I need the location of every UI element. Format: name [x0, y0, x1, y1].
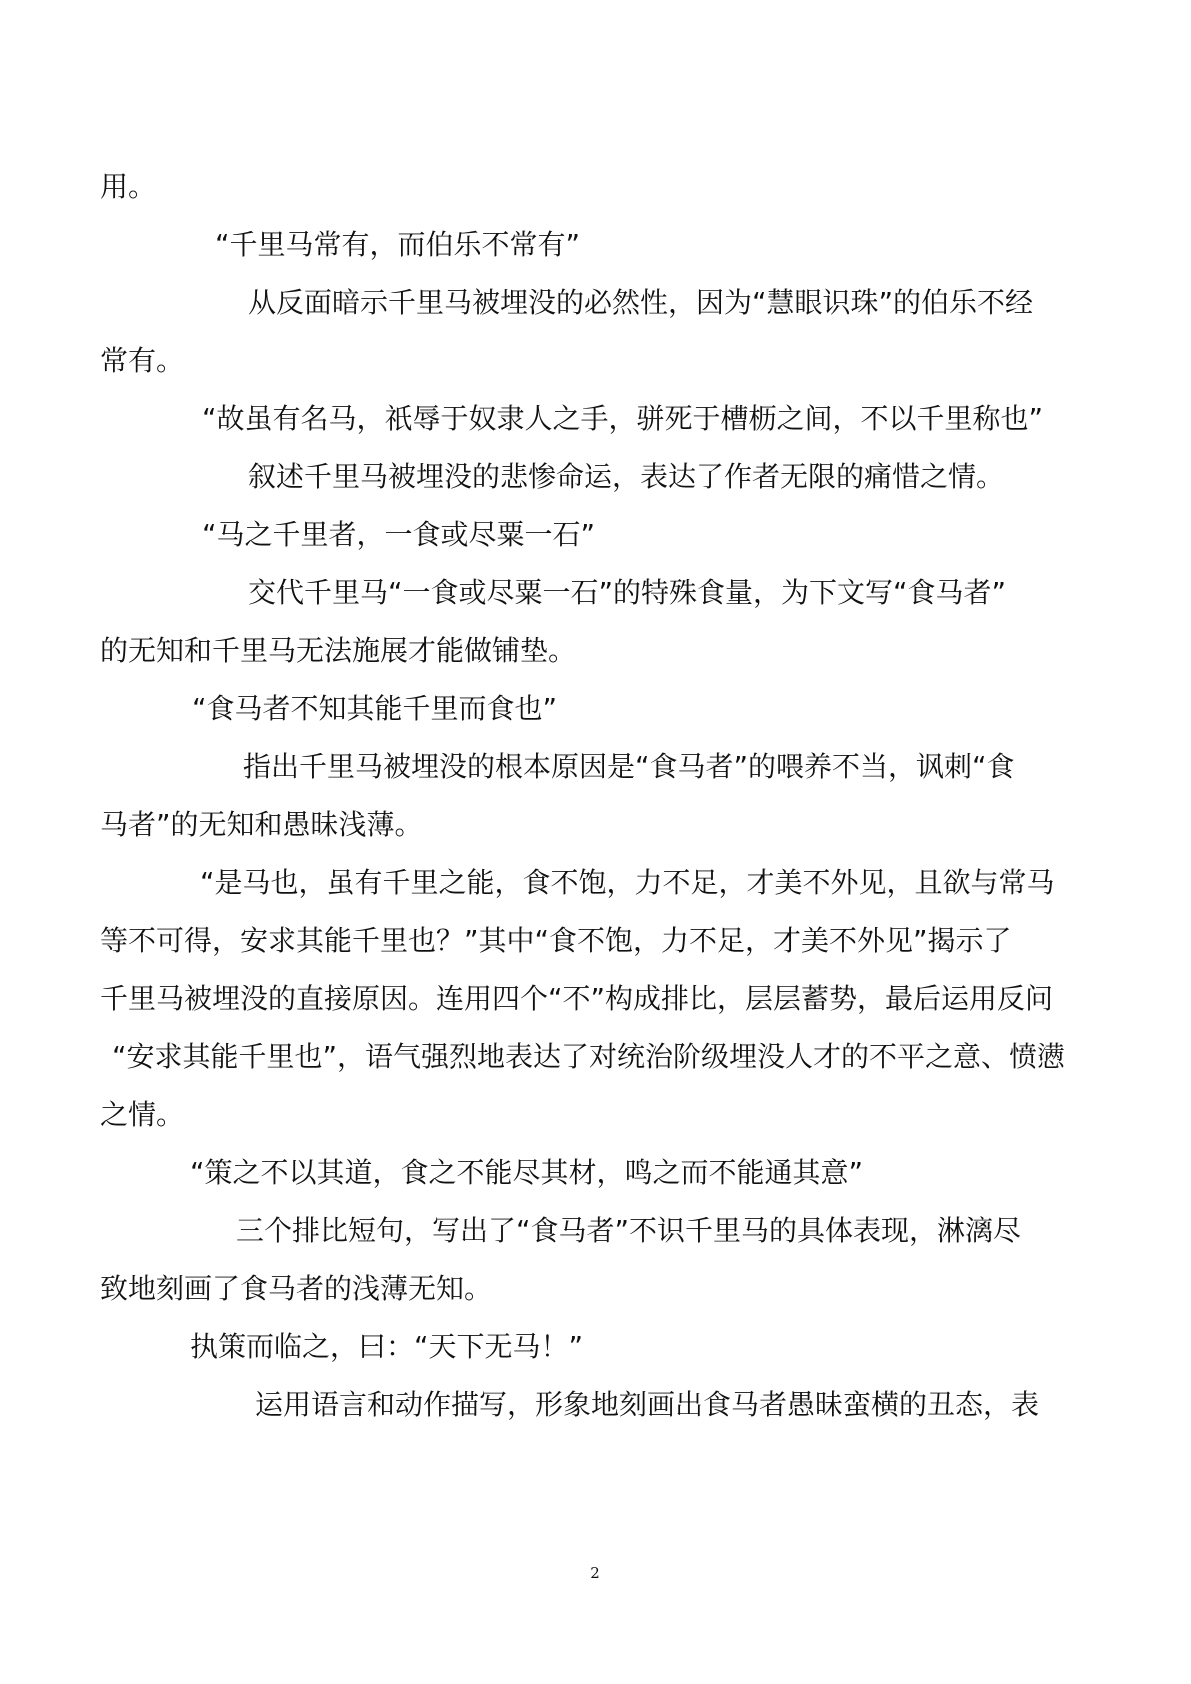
text-line: 千里马被埋没的直接原因。连用四个“不”构成排比，层层蓄势，最后运用反问 [100, 982, 1054, 1015]
text-line: 叙述千里马被埋没的悲惨命运，表达了作者无限的痛惜之情。 [248, 460, 1005, 493]
quote-line: 执策而临之，曰：“天下无马！” [190, 1330, 584, 1363]
text-line: 致地刻画了食马者的浅薄无知。 [100, 1272, 493, 1305]
text-line: 用。 [100, 170, 157, 203]
text-line: 交代千里马“一食或尽粟一石”的特殊食量，为下文写“食马者” [248, 576, 1007, 609]
text-line: 马者”的无知和愚昧浅薄。 [100, 808, 423, 841]
text-line: 等不可得，安求其能千里也？”其中“食不饱，力不足，才美不外见”揭示了 [100, 924, 1012, 957]
text-line: 指出千里马被埋没的根本原因是“食马者”的喂养不当，讽刺“食 [243, 750, 1015, 783]
text-line: 之情。 [100, 1098, 185, 1131]
text-line: 运用语言和动作描写，形象地刻画出食马者愚昧蛮横的丑态，表 [255, 1388, 1040, 1421]
text-line: “安求其能千里也”，语气强烈地表达了对统治阶级埋没人才的不平之意、愤懑 [112, 1040, 1066, 1073]
quote-line: “故虽有名马，祇辱于奴隶人之手，骈死于槽枥之间，不以千里称也” [202, 402, 1044, 435]
text-line: 常有。 [100, 344, 185, 377]
text-line: 从反面暗示千里马被埋没的必然性，因为“慧眼识珠”的伯乐不经 [248, 286, 1034, 319]
text-line: 三个排比短句，写出了“食马者”不识千里马的具体表现，淋漓尽 [236, 1214, 1022, 1247]
quote-line: “食马者不知其能千里而食也” [192, 692, 558, 725]
text-line: 的无知和千里马无法施展才能做铺垫。 [100, 634, 577, 667]
quote-line: “策之不以其道，食之不能尽其材，鸣之而不能通其意” [190, 1156, 864, 1189]
quote-line: “千里马常有，而伯乐不常有” [215, 228, 581, 261]
page-number: 2 [590, 1564, 600, 1582]
quote-line: “是马也，虽有千里之能，食不饱，力不足，才美不外见，且欲与常马 [200, 866, 1055, 899]
quote-line: “马之千里者，一食或尽粟一石” [202, 518, 596, 551]
